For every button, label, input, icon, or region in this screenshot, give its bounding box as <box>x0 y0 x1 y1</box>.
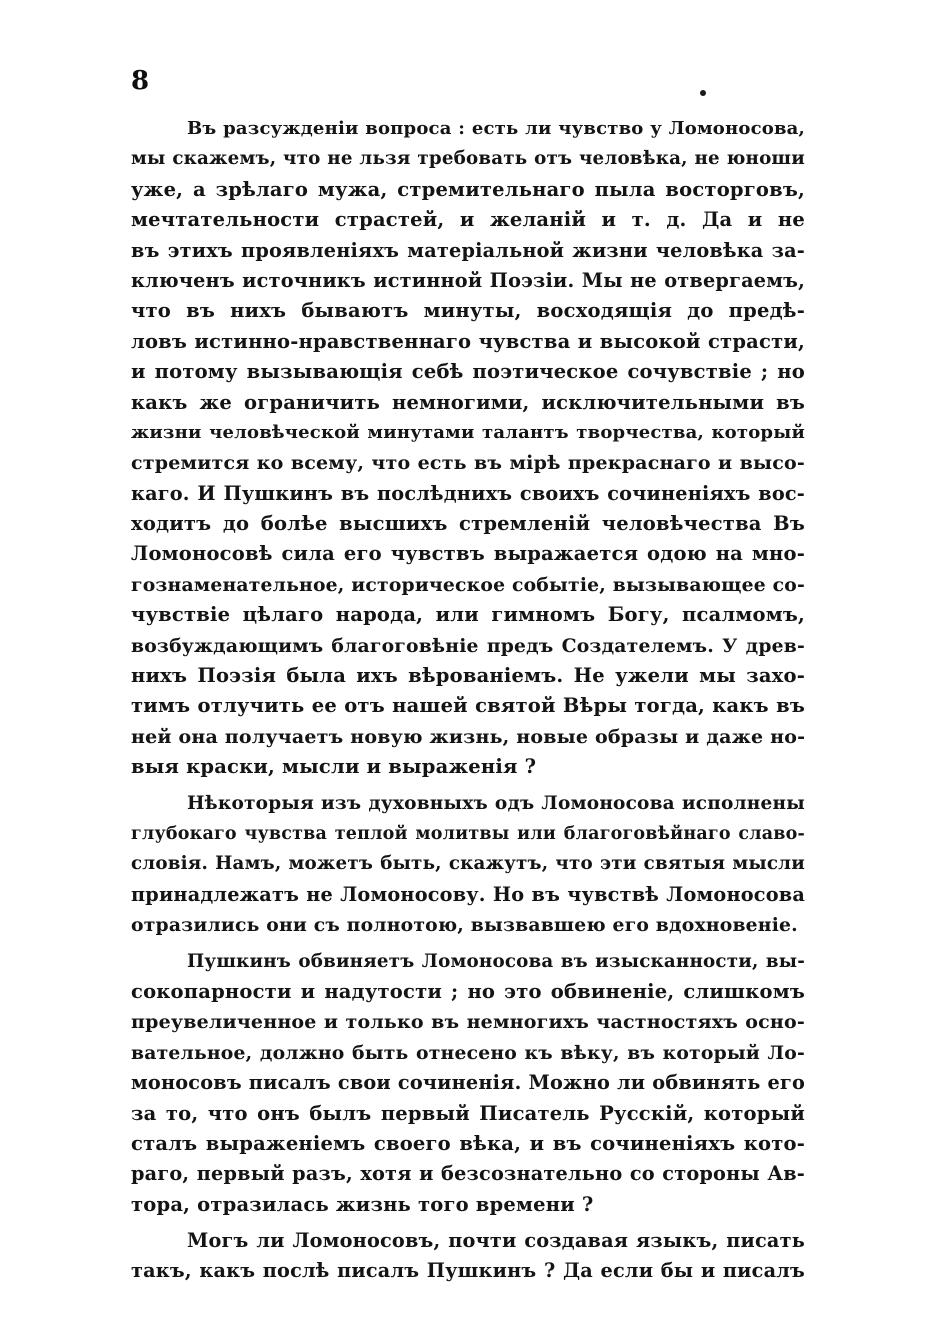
text-line: ходитъ до болѣе высшихъ стремленій человѣчества Въ <box>131 512 805 536</box>
text-line: что въ нихъ бываютъ минуты, восходящія до предѣ- <box>131 299 805 323</box>
body-text <box>131 114 805 1287</box>
text-line: каго. И Пушкинъ въ послѣднихъ своихъ сочиненіяхъ вос- <box>131 481 805 505</box>
text-line: принадлежатъ не Ломоносову. Но въ чувствѣ Ломоносова <box>131 882 805 906</box>
text-line: преувеличенное и только въ немногихъ частностяхъ осно- <box>131 1011 805 1034</box>
text-line: за то, что онъ былъ первый Писатель Русскій, который <box>131 1101 805 1125</box>
text-line: мечтательности страстей, и желаній и т. д. Да и не <box>131 208 805 232</box>
text-line: жизни человѣческой минутами талантъ творчества, который <box>131 421 805 443</box>
ink-speck <box>700 90 706 96</box>
text-line: сокопарности и надутости ; но это обвиненіе, слишкомъ <box>131 979 805 1003</box>
text-line: уже, а зрѣлаго мужа, стремительнаго пыла восторговъ, <box>131 177 805 201</box>
text-line: Нѣкоторыя изъ духовныхъ одъ Ломоносова исполнены <box>187 792 805 814</box>
text-line: ловъ истинно-нравственнаго чувства и высокой страсти, <box>131 329 805 353</box>
text-line: вательное, должно быть отнесено къ вѣку, въ который Ло- <box>131 1041 805 1064</box>
text-line: словія. Намъ, можетъ быть, скажутъ, что эти святыя мысли <box>131 853 805 875</box>
paragraph-3 <box>131 947 805 1221</box>
text-line: тимъ отлучить ее отъ нашей святой Вѣры тогда, какъ въ <box>131 694 805 718</box>
paragraph-4 <box>131 1226 805 1287</box>
text-line: раго, первый разъ, хотя и безсознательно со стороны Ав- <box>131 1162 805 1186</box>
text-line: какъ же ограничить немногими, исключительными въ <box>131 390 805 414</box>
text-line: мы скажемъ, что не льзя требовать отъ человѣка, не юноши <box>131 148 805 170</box>
text-line: тора, отразилась жизнь того времени ? <box>131 1192 594 1216</box>
text-line: выя краски, мысли и выраженія ? <box>131 755 537 779</box>
paragraph-1 <box>131 114 805 783</box>
text-line: стремится ко всему, что есть въ мірѣ прекраснаго и высо- <box>131 452 805 475</box>
text-line: и потому вызывающія себѣ поэтическое сочувствіе ; но <box>131 360 805 384</box>
text-line: отразились они съ полнотою, вызвавшею его вдохновеніе. <box>131 914 798 937</box>
text-line: Могъ ли Ломоносовъ, почти создавая языкъ, писать <box>187 1229 805 1253</box>
text-line: Пушкинъ обвиняетъ Ломоносова въ изысканности, вы- <box>187 950 805 972</box>
text-line: возбуждающимъ благоговѣніе предъ Создателемъ. У древ- <box>131 634 805 657</box>
text-line: въ этихъ проявленіяхъ матеріальной жизни человѣка за- <box>131 238 805 262</box>
text-line: ней она получаетъ новую жизнь, новые образы и даже но- <box>131 725 805 748</box>
text-line: чувствіе цѣлаго народа, или гимномъ Богу, псалмомъ, <box>131 603 805 627</box>
page-number: 8 <box>131 66 150 96</box>
text-line: гознаменательное, историческое событіе, вызывающее со- <box>131 573 805 596</box>
text-line: такъ, какъ послѣ писалъ Пушкинъ ? Да если бы и писалъ <box>131 1259 805 1283</box>
text-line: глубокаго чувства теплой молитвы или благоговѣйнаго славо- <box>131 823 805 844</box>
text-line: ключенъ источникъ истинной Поэзіи. Мы не отвергаемъ, <box>131 268 805 292</box>
text-line: нихъ Поэзія была ихъ вѣрованіемъ. Не ужели мы захо- <box>131 664 805 688</box>
text-line: Въ разсужденіи вопроса : есть ли чувство у Ломоносова, <box>187 118 805 139</box>
text-line: моносовъ писалъ свои сочиненія. Можно ли обвинять его <box>131 1071 805 1095</box>
paragraph-2 <box>131 789 805 941</box>
text-line: Ломоносовѣ сила его чувствъ выражается одою на мно- <box>131 542 805 566</box>
text-line: сталъ выраженіемъ своего вѣка, и въ сочиненіяхъ кото- <box>131 1131 805 1155</box>
